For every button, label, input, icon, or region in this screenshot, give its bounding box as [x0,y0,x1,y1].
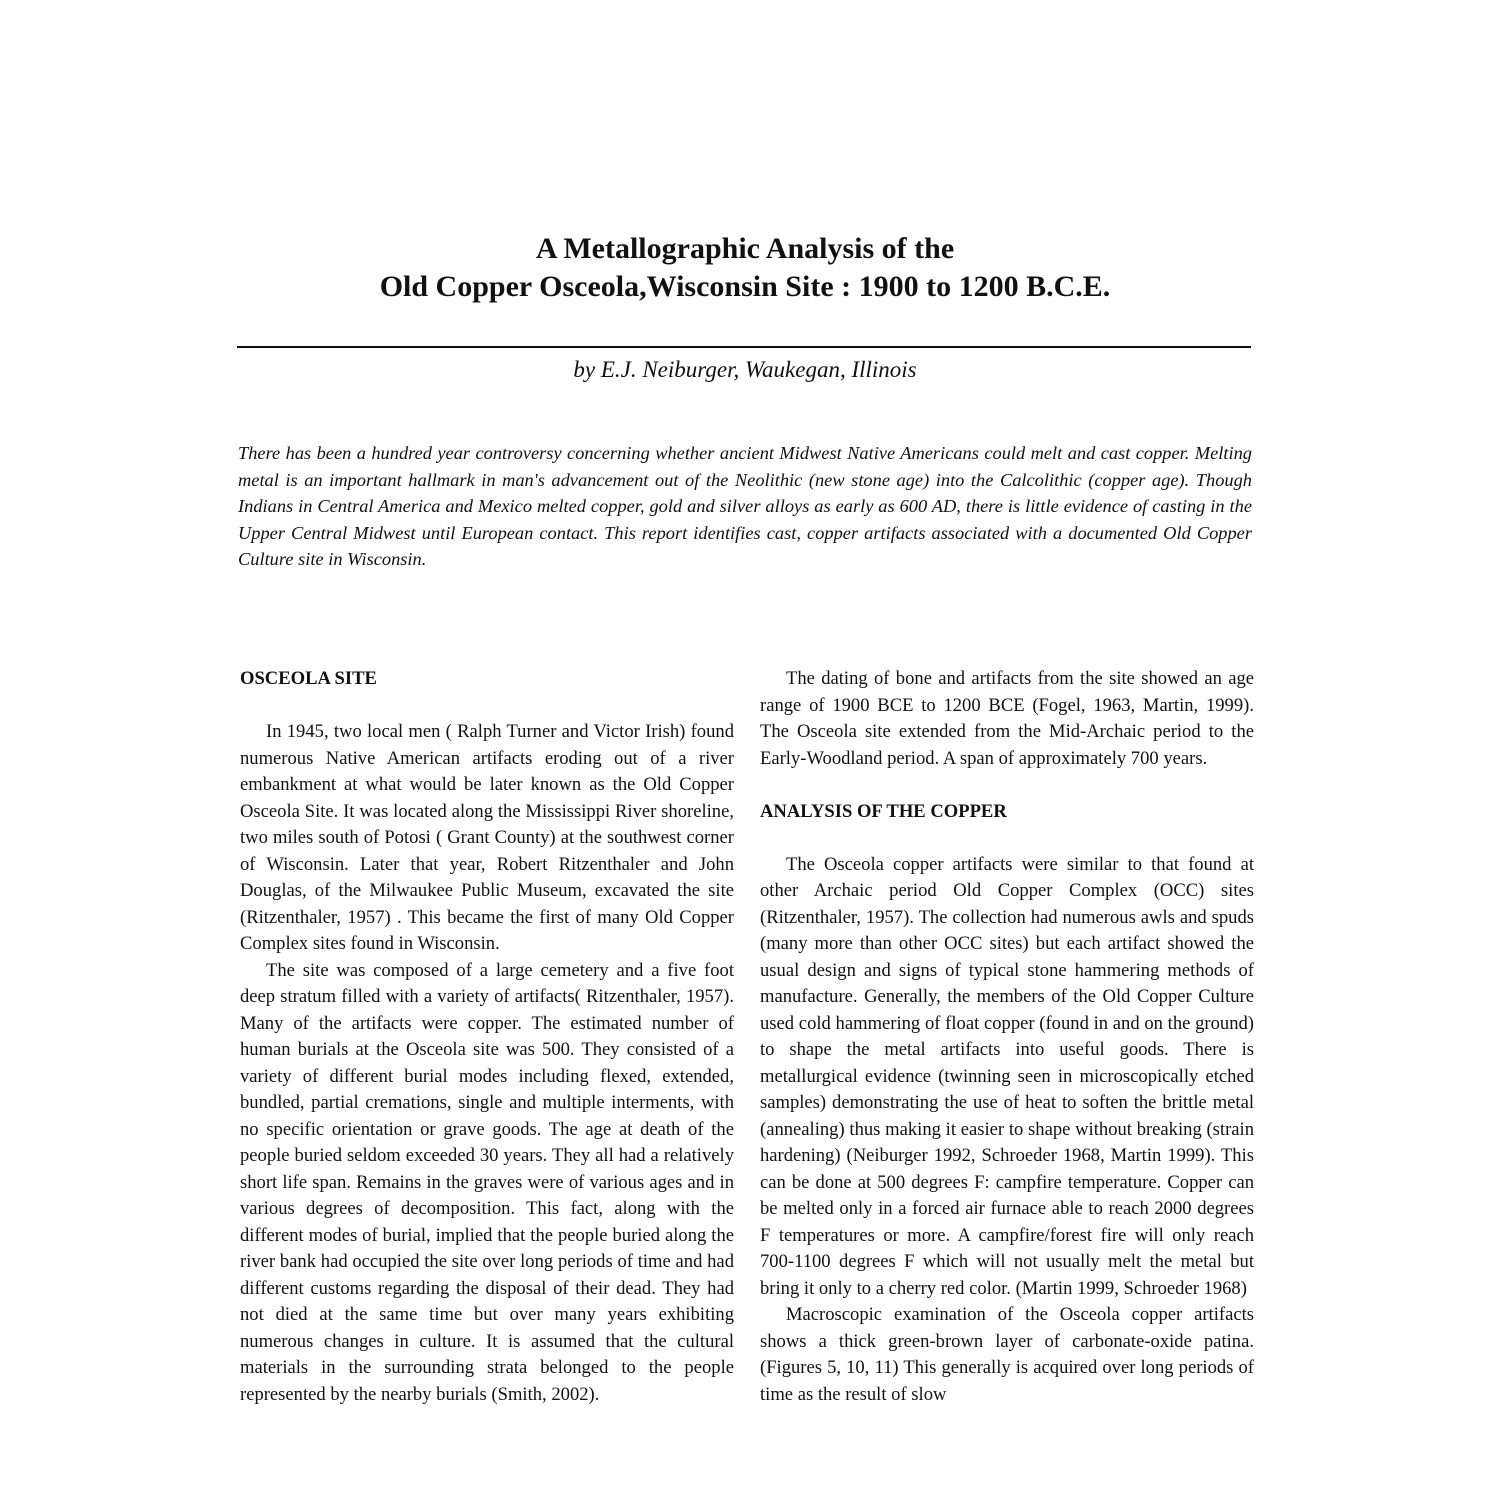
body-paragraph: The dating of bone and artifacts from the site showed an age range of 1900 BCE to 1200 BCE (Fogel, 1963, Martin, 1999). The Osceola site extended from the Mid-Archaic period to the Early-Woodland period. A span of approximately 700 years. [760,668,1254,769]
left-column [240,666,734,1408]
body-paragraph: Macroscopic examination of the Osceola copper artifacts shows a thick green-brown layer of carbonate-oxide patina.(Figures 5, 10, 11) This generally is acquired over long periods of time as the result of slow [760,1304,1254,1405]
paper-title [240,230,1250,306]
body-paragraph: The site was composed of a large cemetery and a five foot deep stratum filled with a variety of artifacts( Ritzenthaler, 1957). Many of the artifacts were copper. The estimated number of human burials at the Osceola site was 500. They consisted of a variety of different burial modes including flexed, extended, bundled, partial cremations, single and multiple interments, with no specific orientation or grave goods. The age at death of the people buried seldom exceeded 30 years. They all had a relatively short life span. Remains in the graves were of various ages and in various degrees of decomposition. This fact, along with the different modes of burial, implied that the people buried along the river bank had occupied the site over long periods of time and had different customs regarding the disposal of their dead. They had not died at the same time but over many years exhibiting numerous changes in culture. It is assumed that the cultural materials in the surrounding strata belonged to the people represented by the nearby burials (Smith, 2002). [240,959,734,1405]
title-divider [237,346,1251,348]
author-byline: by E.J. Neiburger, Waukegan, Illinois [573,357,917,382]
section-heading-osceola-site: OSCEOLA SITE [240,668,377,689]
right-column [760,666,1254,1408]
title-line-2: Old Copper Osceola,Wisconsin Site : 1900 to 1200 B.C.E. [379,270,1111,303]
title-line-1: A Metallographic Analysis of the [535,232,955,265]
abstract: There has been a hundred year controversy concerning whether ancient Midwest Native Americans could melt and cast copper. Melting metal is an important hallmark in man's advancement out of the Neolithic (new stone age) into the Calcolithic (copper age). Though Indians in Central America and Mexico melted copper, gold and silver alloys as early as 600 AD, there is little evidence of casting in the Upper Central Midwest until European contact. This report identifies cast, copper artifacts associated with a documented Old Copper Culture site in Wisconsin. [238,443,1252,569]
section-heading-analysis-of-the-copper: ANALYSIS OF THE COPPER [760,800,1007,822]
body-paragraph: In 1945, two local men ( Ralph Turner and Victor Irish) found numerous Native American artifacts eroding out of a river embankment at what would be later known as the Old Copper Osceola Site. It was located along the Mississippi River shoreline, two miles south of Potosi ( Grant County) at the southwest corner of Wisconsin. Later that year, Robert Ritzenthaler and John Douglas, of the Milwaukee Public Museum, excavated the site (Ritzenthaler, 1957) . This became the first of many Old Copper Complex sites found in Wisconsin. [240,721,734,954]
body-paragraph: The Osceola copper artifacts were similar to that found at other Archaic period Old Copper Complex (OCC) sites (Ritzenthaler, 1957). The collection had numerous awls and spuds (many more than other OCC sites) but each artifact showed the usual design and signs of typical stone hammering methods of manufacture. Generally, the members of the Old Copper Culture used cold hammering of float copper (found in and on the ground) to shape the metal artifacts into useful goods. There is metallurgical evidence (twinning seen in microscopically etched samples) demonstrating the use of heat to soften the brittle metal (annealing) thus making it easier to shape without breaking (strain hardening) (Neiburger 1992, Schroeder 1968, Martin 1999). This can be done at 500 degrees F: campfire temperature. Copper can be melted only in a forced air furnace able to reach 2000 degrees F temperatures or more. A campfire/forest fire will only reach 700-1100 degrees F which will not usually melt the metal but bring it only to a cherry red color. (Martin 1999, Schroeder 1968) [760,853,1254,1299]
